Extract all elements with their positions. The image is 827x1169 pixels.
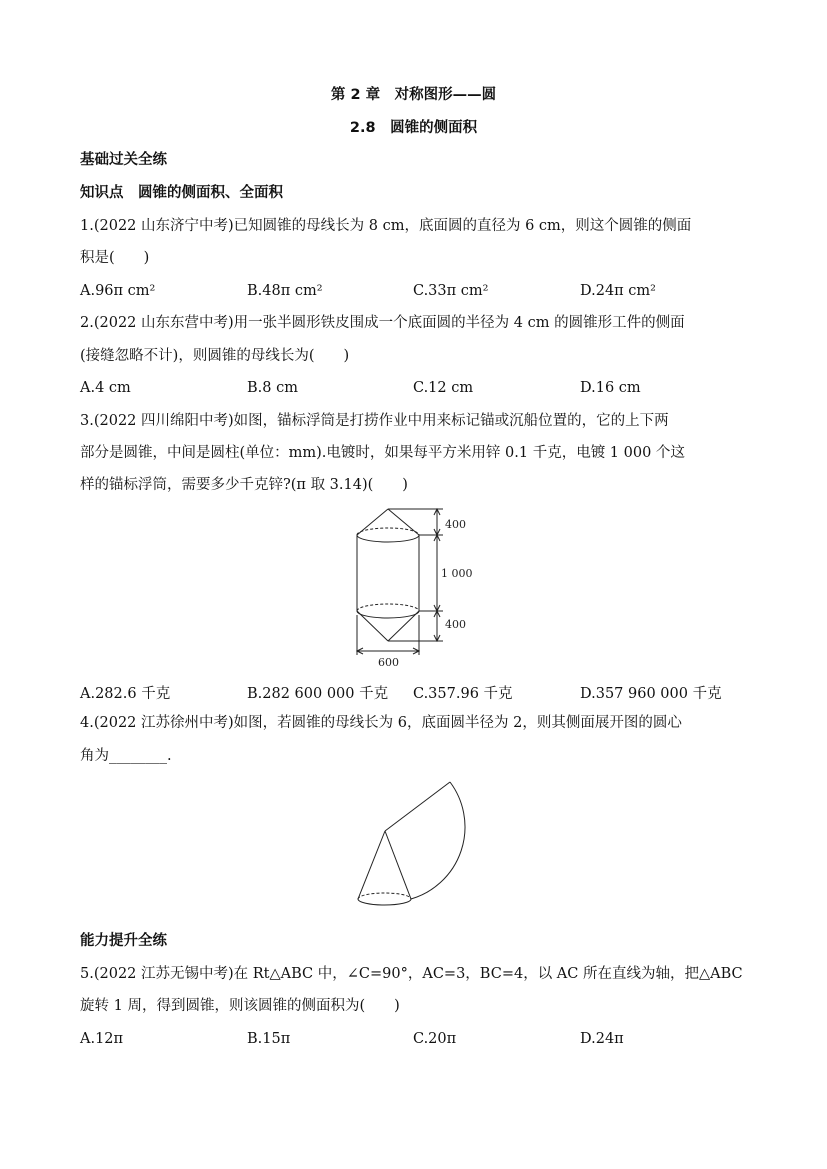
q1-line2: 积是( ) <box>80 250 150 266</box>
q5-option-b: B.15π <box>247 1031 291 1047</box>
q3-option-c: C.357.96 千克 <box>413 686 513 702</box>
q5-option-c: C.20π <box>413 1031 457 1047</box>
q3-line1: 3.(2022 四川绵阳中考)如图，锚标浮筒是打捞作业中用来标记锚或沉船位置的，它的上下两 <box>80 413 669 429</box>
q1-option-d: D.24π cm² <box>580 283 656 299</box>
knowledge-point-heading: 知识点 圆锥的侧面积、全面积 <box>80 185 283 201</box>
q2-option-c: C.12 cm <box>413 380 474 396</box>
q1-option-c: C.33π cm² <box>413 283 489 299</box>
q1-line1: 1.(2022 山东济宁中考)已知圆锥的母线长为 8 cm，底面圆的直径为 6 cm，则这个圆锥的侧面 <box>80 218 692 234</box>
q4-line1: 4.(2022 江苏徐州中考)如图，若圆锥的母线长为 6，底面圆半径为 2，则其侧面展开图的圆心 <box>80 715 682 731</box>
buoy-figure <box>340 505 490 675</box>
q3-line2: 部分是圆锥，中间是圆柱(单位：mm).电镀时，如果每平方米用锌 0.1 千克，电镀 1 000 个这 <box>80 445 685 461</box>
q3-option-b: B.282 600 000 千克 <box>247 686 389 702</box>
cone-net-figure <box>350 778 480 918</box>
q1-option-b: B.48π cm² <box>247 283 323 299</box>
q2-option-a: A.4 cm <box>80 380 131 396</box>
section-title: 2.8 圆锥的侧面积 <box>349 120 478 136</box>
dim-top-label: 400 <box>445 518 466 531</box>
q3-option-d: D.357 960 000 千克 <box>580 686 722 702</box>
dim-width-label: 600 <box>378 656 399 669</box>
q5-line2: 旋转 1 周，得到圆锥，则该圆锥的侧面积为( ) <box>80 998 400 1014</box>
dim-bottom-label: 400 <box>445 618 466 631</box>
part1-title: 基础过关全练 <box>80 152 167 168</box>
q3-line3: 样的锚标浮筒，需要多少千克锌?(π 取 3.14)( ) <box>80 477 408 493</box>
q3-option-a: A.282.6 千克 <box>80 686 171 702</box>
chapter-title: 第 2 章 对称图形——圆 <box>330 87 497 103</box>
part2-title: 能力提升全练 <box>80 933 167 949</box>
q4-line2: 角为________. <box>80 748 172 764</box>
q2-option-b: B.8 cm <box>247 380 298 396</box>
q5-option-a: A.12π <box>80 1031 124 1047</box>
dim-middle-label: 1 000 <box>441 567 473 580</box>
q1-option-a: A.96π cm² <box>80 283 156 299</box>
q2-line2: (接缝忽略不计)，则圆锥的母线长为( ) <box>80 348 350 364</box>
q5-line1: 5.(2022 江苏无锡中考)在 Rt△ABC 中，∠C=90°，AC=3，BC=4，以 AC 所在直线为轴，把△ABC <box>80 966 743 982</box>
q2-line1: 2.(2022 山东东营中考)用一张半圆形铁皮围成一个底面圆的半径为 4 cm 的圆锥形工件的侧面 <box>80 315 685 331</box>
q2-option-d: D.16 cm <box>580 380 641 396</box>
q5-option-d: D.24π <box>580 1031 624 1047</box>
